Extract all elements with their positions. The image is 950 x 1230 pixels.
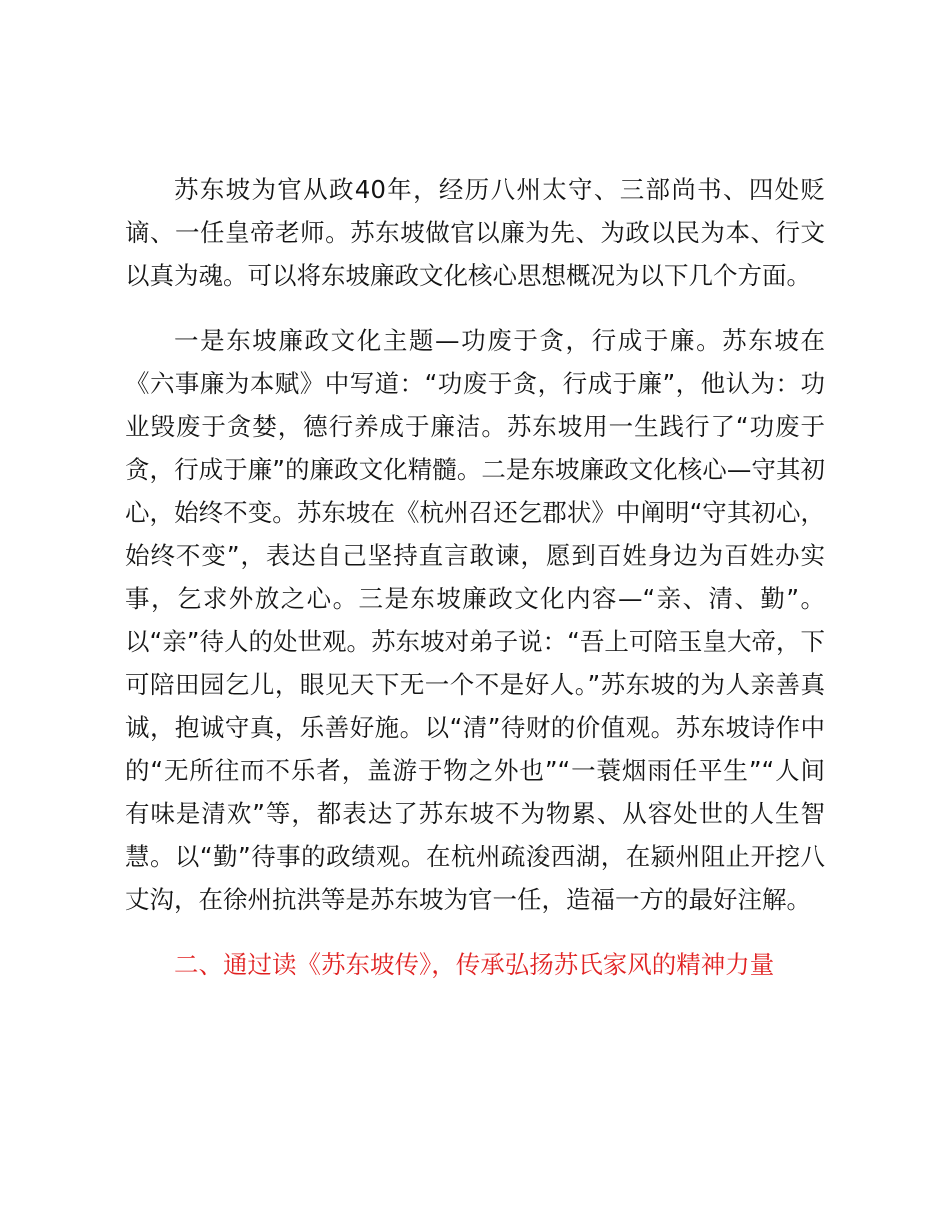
body-paragraph: 一是东坡廉政文化主题—功废于贪，行成于廉。苏东坡在《六事廉为本赋》中写道：“功废于贪，行成于廉”，他认为：功业毁废于贪婪，德行养成于廉洁。苏东坡用一生践行了“功废于贪，行成于廉”的廉政文化精髓。二是东坡廉政文化核心—守其初心，始终不变。苏东坡在《杭州召还乞郡状》中阐明“守其初心，始终不变”，表达自己坚持直言敢谏，愿到百姓身边为百姓办实事，乞求外放之心。三是东坡廉政文化内容—“亲、清、勤”。以“亲”待人的处世观。苏东坡对弟子说：“吾上可陪玉皇大帝，下可陪田园乞儿，眼见天下无一个不是好人。”苏东坡的为人亲善真诚，抱诚守真，乐善好施。以“清”待财的价值观。苏东坡诗作中的“无所往而不乐者，盖游于物之外也”“一蓑烟雨任平生”“人间有味是清欢”等，都表达了苏东坡不为物累、从容处世的人生智慧。以“勤”待事的政绩观。在杭州疏浚西湖，在颍州阻止开挖八丈沟，在徐州抗洪等是苏东坡为官一任，造福一方的最好注解。 <box>125 326 825 914</box>
document-body <box>125 168 825 986</box>
body-paragraph: 苏东坡为官从政40年，经历八州太守、三部尚书、四处贬谪、一任皇帝老师。苏东坡做官以廉为先、为政以民为本、行文以真为魂。可以将东坡廉政文化核心思想概况为以下几个方面。 <box>125 175 825 290</box>
section-heading: 二、通过读《苏东坡传》，传承弘扬苏氏家风的精神力量 <box>174 950 775 979</box>
